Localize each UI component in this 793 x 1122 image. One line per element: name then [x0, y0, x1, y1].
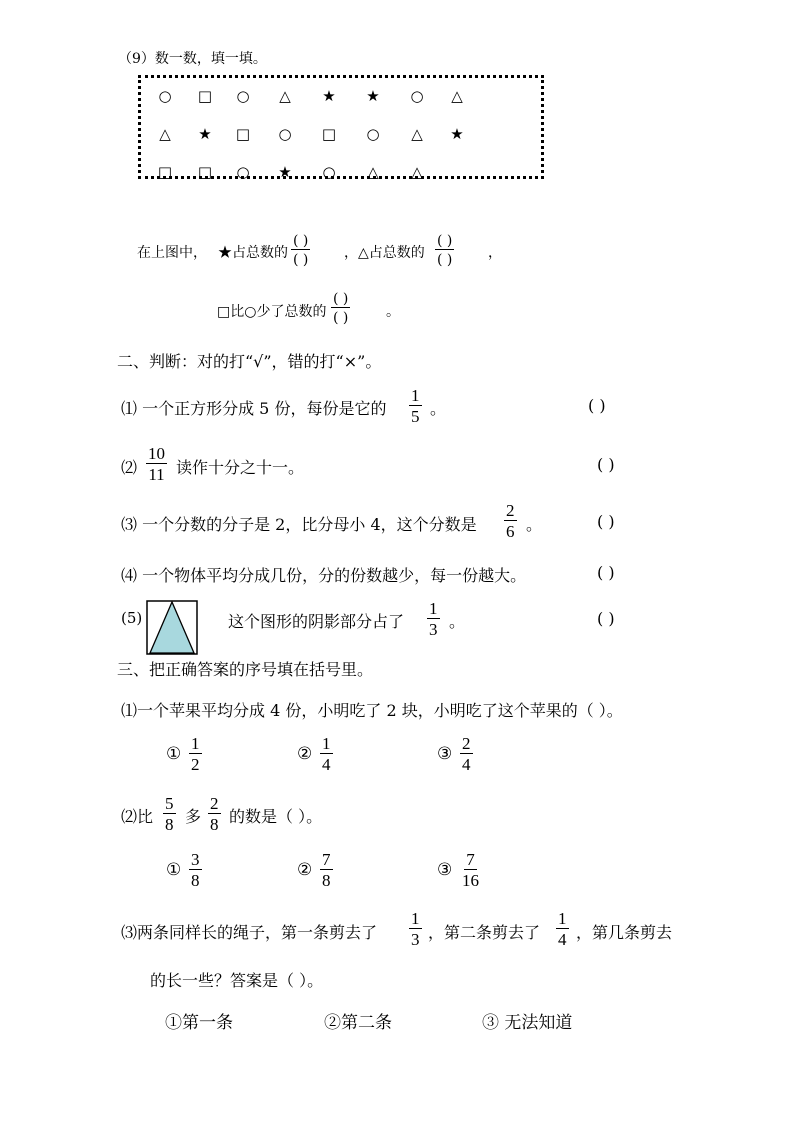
fraction-denominator: 8: [191, 871, 200, 890]
blank-fraction-star[interactable]: [291, 234, 310, 267]
fraction-numerator: 1: [429, 599, 438, 618]
judge-item-2-text: 读作十分之十一。: [176, 458, 305, 477]
judge-item-1-text: ⑴ 一个正方形分成 5 份，每份是它的: [121, 399, 387, 418]
fraction-denominator: 6: [506, 522, 515, 541]
star-icon: ★: [450, 125, 464, 143]
fraction-denominator: 8: [165, 815, 174, 834]
fill-line1-a: 在上图中，: [137, 245, 207, 261]
blank-fraction-square[interactable]: [331, 292, 350, 325]
triangle-icon: △: [367, 163, 379, 181]
square-icon: □: [321, 125, 337, 143]
choice-q1-option-2-fraction: [320, 735, 333, 773]
fraction-denominator: 3: [429, 620, 438, 639]
fraction-denominator: 4: [558, 930, 567, 949]
triangle-icon: △: [451, 87, 463, 105]
judge-item-5-text: 这个图形的阴影部分占了: [228, 612, 405, 631]
choice-q2-mid: 多: [185, 807, 202, 826]
judge-item-1-tail: 。: [430, 399, 447, 418]
choice-q3-option-3[interactable]: ③ 无法知道: [482, 1013, 573, 1033]
fraction-numerator: 2: [462, 734, 471, 753]
circle-icon: ○: [366, 125, 380, 143]
fill-line2-b: 。: [386, 304, 400, 320]
fraction-numerator: 2: [210, 794, 219, 813]
judge-item-2-fraction: [146, 445, 167, 483]
judge-item-2-prefix: ⑵: [121, 458, 138, 477]
circle-icon: ○: [278, 125, 292, 143]
judge-item-5-fraction: [427, 600, 440, 638]
blank-denominator[interactable]: ( ): [293, 252, 309, 268]
blank-numerator[interactable]: ( ): [437, 233, 453, 249]
choice-q1-option-3-fraction: [460, 735, 473, 773]
section2-heading: 二、判断：对的打“√”，错的打“×”。: [117, 352, 382, 371]
fraction-denominator: 8: [322, 871, 331, 890]
choice-q1-option-3-mark[interactable]: ③: [437, 744, 453, 764]
fraction-numerator: 7: [322, 850, 331, 869]
choice-q2-fraction-b: [208, 795, 221, 833]
judge-item-5-prefix: (5): [121, 609, 143, 627]
square-icon: □: [197, 87, 213, 105]
choice-q3-option-2[interactable]: ②第二条: [324, 1013, 392, 1033]
choice-q2-option-1-fraction: [189, 851, 202, 889]
judge-item-3-fraction: [504, 502, 517, 540]
judge-item-5-tail: 。: [449, 612, 466, 631]
blank-numerator[interactable]: ( ): [333, 291, 349, 307]
fraction-numerator: 1: [322, 734, 331, 753]
fraction-numerator: 1: [191, 734, 200, 753]
blank-fraction-triangle[interactable]: [435, 234, 454, 267]
judge-item-1-answer[interactable]: ( ): [588, 396, 606, 415]
square-icon: □: [157, 163, 173, 181]
fraction-denominator: 4: [322, 755, 331, 774]
judge-item-4-text: ⑷ 一个物体平均分成几份，分的份数越少，每一份越大。: [121, 566, 527, 585]
fill-line1-c: ，△占总数的: [344, 245, 425, 261]
fraction-denominator: 2: [191, 755, 200, 774]
choice-q2-fraction-a: [163, 795, 176, 833]
choice-q3-part2: ，第二条剪去了: [428, 923, 541, 942]
circle-icon: ○: [410, 87, 424, 105]
fraction-denominator: 11: [148, 465, 165, 484]
choice-q3-part3: ，第几条剪去: [576, 923, 673, 942]
fraction-numerator: 3: [191, 850, 200, 869]
fraction-numerator: 2: [506, 501, 515, 520]
blank-denominator[interactable]: ( ): [437, 252, 453, 268]
judge-item-3-tail: 。: [526, 515, 543, 534]
blank-numerator[interactable]: ( ): [293, 233, 309, 249]
fraction-denominator: 8: [210, 815, 219, 834]
circle-icon: ○: [158, 87, 172, 105]
choice-q2-option-2-mark[interactable]: ②: [297, 860, 313, 880]
choice-q3-fraction-b: [556, 910, 569, 948]
fill-line1-b: ★占总数的: [218, 245, 288, 261]
star-icon: ★: [322, 87, 336, 105]
fraction-numerator: 5: [165, 794, 174, 813]
fill-line1-d: ，: [488, 245, 502, 261]
judge-item-3-text: ⑶ 一个分数的分子是 2，比分母小 4，这个分数是: [121, 515, 477, 534]
triangle-icon: △: [159, 125, 171, 143]
shaded-triangle-figure: [146, 600, 198, 655]
fraction-denominator: 3: [411, 930, 420, 949]
choice-q3-fraction-a: [409, 910, 422, 948]
fraction-numerator: 1: [411, 909, 420, 928]
choice-q2-tail: 的数是（ ）。: [229, 807, 323, 826]
judge-item-3-answer[interactable]: ( ): [597, 512, 615, 531]
triangle-icon: △: [411, 125, 423, 143]
star-icon: ★: [278, 163, 292, 181]
choice-q1-option-2-mark[interactable]: ②: [297, 744, 313, 764]
fraction-denominator: 4: [462, 755, 471, 774]
circle-icon: ○: [236, 87, 250, 105]
fraction-numerator: 7: [466, 850, 475, 869]
q9-title: （9）数一数，填一填。: [118, 51, 267, 67]
circle-icon: ○: [236, 163, 250, 181]
judge-item-4-answer[interactable]: ( ): [597, 563, 615, 582]
choice-q2-option-3-mark[interactable]: ③: [437, 860, 453, 880]
star-icon: ★: [198, 125, 212, 143]
square-icon: □: [235, 125, 251, 143]
judge-item-2-answer[interactable]: ( ): [597, 455, 615, 474]
choice-q3-part1: ⑶两条同样长的绳子，第一条剪去了: [121, 923, 378, 942]
choice-q1-option-1-mark[interactable]: ①: [166, 744, 182, 764]
judge-item-1-fraction: [409, 387, 422, 425]
fill-line2-a: □比○少了总数的: [217, 304, 327, 320]
star-icon: ★: [366, 87, 380, 105]
choice-q2-option-1-mark[interactable]: ①: [166, 860, 182, 880]
choice-q2-prefix: ⑵比: [121, 807, 154, 826]
choice-q3-option-1[interactable]: ①第一条: [165, 1013, 233, 1033]
judge-item-5-answer[interactable]: ( ): [597, 609, 615, 628]
fraction-numerator: 1: [558, 909, 567, 928]
choice-q2-option-3-fraction: [462, 851, 479, 889]
fraction-numerator: 1: [411, 386, 420, 405]
fraction-denominator: 5: [411, 407, 420, 426]
fraction-numerator: 10: [148, 444, 165, 463]
section3-heading: 三、把正确答案的序号填在括号里。: [117, 660, 374, 679]
square-icon: □: [197, 163, 213, 181]
fraction-denominator: 16: [462, 871, 479, 890]
circle-icon: ○: [322, 163, 336, 181]
choice-q1-text: ⑴一个苹果平均分成 4 份，小明吃了 2 块，小明吃了这个苹果的（ ）。: [121, 701, 623, 720]
triangle-icon: △: [411, 163, 423, 181]
choice-q2-option-2-fraction: [320, 851, 333, 889]
blank-denominator[interactable]: ( ): [333, 310, 349, 326]
triangle-icon: △: [279, 87, 291, 105]
choice-q1-option-1-fraction: [189, 735, 202, 773]
symbol-box: [138, 75, 544, 179]
choice-q3-line2: 的长一些？答案是（ ）。: [150, 971, 324, 990]
